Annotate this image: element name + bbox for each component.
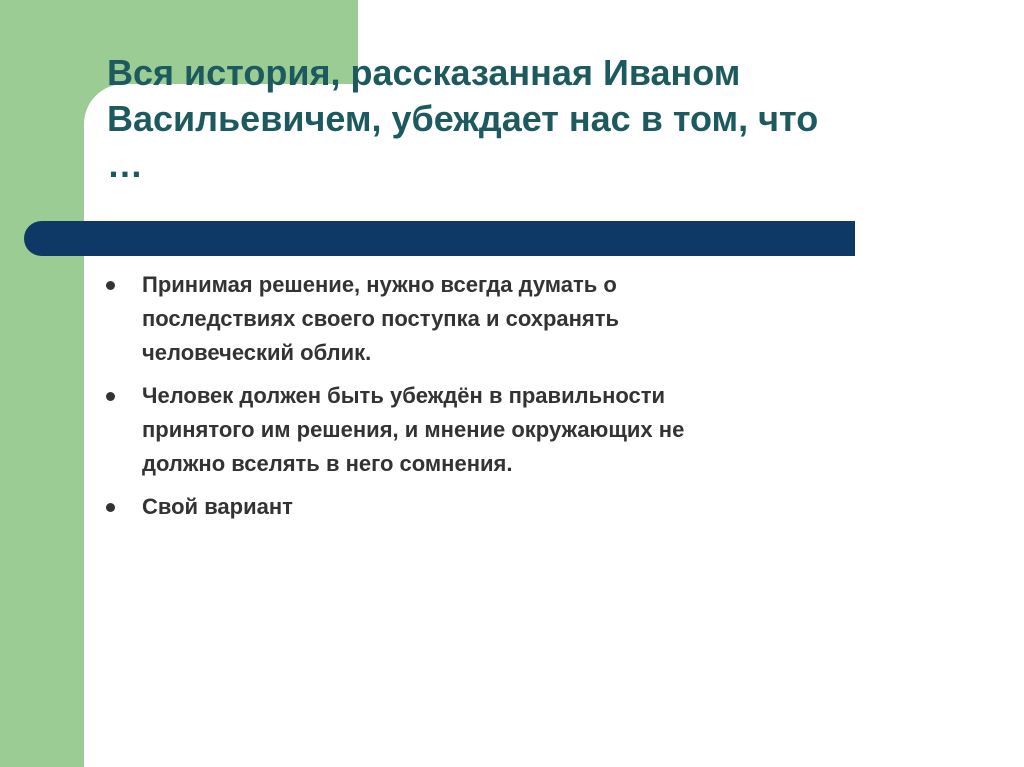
bullet-text xyxy=(142,268,864,370)
bullet-line: должно вселять в него сомнения. xyxy=(142,451,513,476)
bullet-dot-icon xyxy=(106,281,115,290)
bullet-line: Свой вариант xyxy=(142,494,293,519)
bullet-line: последствиях своего поступка и сохранять xyxy=(142,306,620,331)
bullet-line: принятого им решения, и мнение окружающих не xyxy=(142,417,685,442)
bullet-item xyxy=(104,268,864,370)
bullet-text xyxy=(142,379,864,481)
title-line: … xyxy=(107,144,143,185)
bullet-list xyxy=(104,268,864,533)
bullet-dot-icon xyxy=(106,503,115,512)
bullet-dot-icon xyxy=(106,392,115,401)
title-line: Васильевичем, убеждает нас в том, что xyxy=(107,98,819,139)
bullet-line: Принимая решение, нужно всегда думать о xyxy=(142,272,617,297)
bullet-line: Человек должен быть убеждён в правильности xyxy=(142,383,666,408)
title-divider-bar xyxy=(24,221,855,256)
title-line: Вся история, рассказанная Иваном xyxy=(107,52,741,93)
bullet-item xyxy=(104,490,864,524)
bullet-text xyxy=(142,490,864,524)
bullet-item xyxy=(104,379,864,481)
bullet-line: человеческий облик. xyxy=(142,340,372,365)
slide-title xyxy=(107,50,967,188)
